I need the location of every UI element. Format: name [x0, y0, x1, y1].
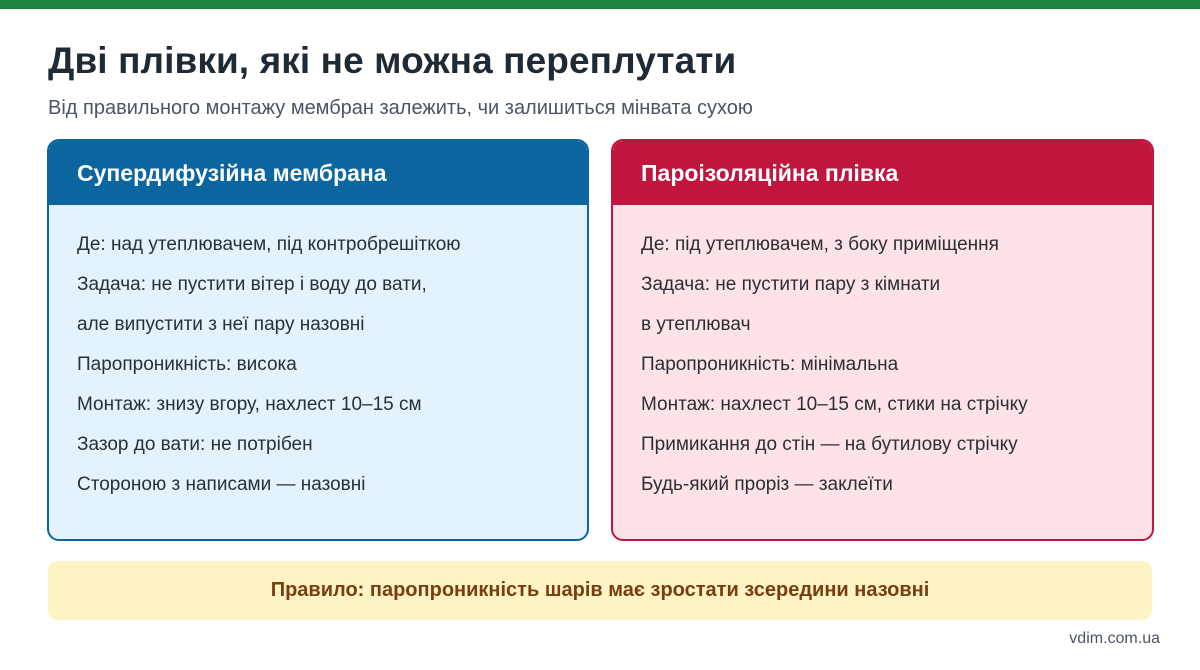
card-header	[613, 141, 1152, 205]
card-body	[613, 205, 1152, 505]
card-line-task-continued: але випустити з неї пару назовні	[77, 314, 365, 335]
card-line-location: Де: під утеплювачем, з боку приміщення	[641, 234, 999, 255]
card-line-installation: Монтаж: знизу вгору, нахлест 10–15 см	[77, 394, 422, 415]
card-title: Пароізоляційна плівка	[641, 159, 899, 186]
card-line-wall-junction: Примикання до стін — на бутилову стрічку	[641, 434, 1018, 455]
card-line-location: Де: над утеплювачем, під контробрешіткою	[77, 234, 461, 255]
card-line-cutouts: Будь-який проріз — заклеїти	[641, 474, 893, 495]
card-line-gap: Зазор до вати: не потрібен	[77, 434, 313, 455]
vapor-barrier-card	[611, 139, 1154, 541]
card-line-installation: Монтаж: нахлест 10–15 см, стики на стрічку	[641, 394, 1028, 415]
card-line-task-continued: в утеплювач	[641, 314, 751, 335]
rule-text: Правило: паропроникність шарів має зростати зсередини назовні	[270, 579, 930, 601]
card-body	[49, 205, 587, 505]
card-line-task: Задача: не пустити вітер і воду до вати,	[77, 274, 427, 295]
page-title: Дві плівки, які не можна переплутати	[48, 40, 737, 81]
card-line-side: Стороною з написами — назовні	[77, 474, 366, 495]
superdiffusion-membrane-card	[47, 139, 589, 541]
card-line-permeability: Паропроникність: висока	[77, 354, 297, 375]
page-subtitle: Від правильного монтажу мембран залежить, чи залишиться мінвата сухою	[48, 97, 753, 119]
site-credit: vdim.com.ua	[1069, 630, 1160, 647]
rule-callout	[48, 561, 1152, 620]
card-title: Супердифузійна мембрана	[77, 159, 387, 186]
card-header	[49, 141, 587, 205]
card-line-task: Задача: не пустити пару з кімнати	[641, 274, 941, 295]
card-line-permeability: Паропроникність: мінімальна	[641, 354, 899, 375]
top-accent-bar	[0, 0, 1200, 9]
